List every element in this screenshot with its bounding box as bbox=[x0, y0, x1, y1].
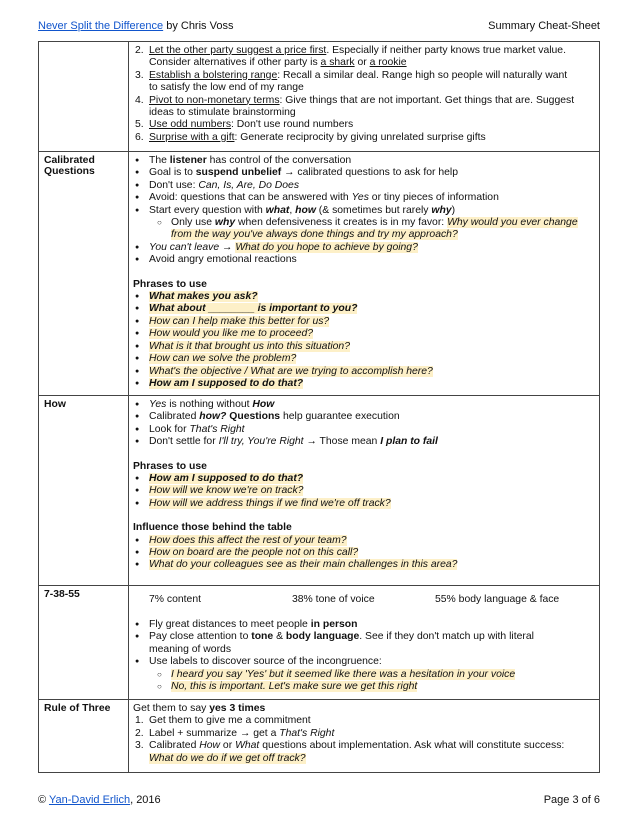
row-content bbox=[129, 700, 600, 773]
tone-percentage: 38% tone of voice bbox=[292, 594, 375, 605]
copyright-symbol: © bbox=[38, 794, 49, 806]
row-content bbox=[129, 42, 600, 152]
section-subtitle: Phrases to use bbox=[133, 278, 207, 290]
bullet-item: ● Fly great distances to meet people in person bbox=[133, 619, 595, 631]
book-title-link[interactable]: Never Split the Difference bbox=[38, 20, 164, 32]
list-item: 3. Establish a bolstering range: Recall a similar deal. Range high so people will naturally want bbox=[135, 69, 568, 81]
book-author: by Chris Voss bbox=[163, 20, 234, 32]
table-row bbox=[39, 42, 600, 152]
phrase-item: ● How will we address things if we find we're off track? bbox=[133, 498, 595, 510]
phrase-item: ● How will we know we're on track? bbox=[133, 485, 595, 497]
content-percentage: 7% content bbox=[149, 594, 201, 605]
section-subtitle: Phrases to use bbox=[133, 460, 207, 472]
list-item-cont: Consider alternatives if other party is a shark or a rookie bbox=[149, 57, 407, 69]
list-item: 4. Pivot to non-monetary terms: Give things that are not important. Get things that are. Suggest bbox=[135, 94, 575, 106]
list-item: 2. Let the other party suggest a price first. Especially if neither party knows true market value. bbox=[135, 45, 566, 56]
row-label-empty bbox=[39, 42, 129, 152]
row-label-rule-of-three: Rule of Three bbox=[39, 700, 129, 773]
phrase-item: ● How would you like me to proceed? bbox=[133, 328, 595, 340]
bullet-item: ● Don't use: Can, Is, Are, Do Does bbox=[133, 180, 595, 192]
phrase-item: ● How am I supposed to do that? bbox=[133, 378, 595, 390]
row-label-how: How bbox=[39, 396, 129, 586]
phrase-item: ● How am I supposed to do that? bbox=[133, 473, 595, 485]
phrase-item: ● How can we solve the problem? bbox=[133, 353, 595, 365]
bullet-item: ● Avoid angry emotional reactions bbox=[133, 254, 595, 266]
list-item: 6. Surprise with a gift: Generate reciprocity by giving unrelated surprise gifts bbox=[135, 131, 486, 143]
bullet-item: ● Look for That's Right bbox=[133, 424, 595, 436]
page-footer bbox=[38, 794, 600, 808]
bullet-item: ● The listener has control of the conversation bbox=[133, 155, 595, 167]
bullet-item: ● Goal is to suspend unbelief → calibrated questions to ask for help bbox=[133, 167, 595, 179]
footer-year: , 2016 bbox=[130, 794, 161, 806]
section-subtitle: Influence those behind the table bbox=[133, 522, 292, 534]
phrase-item: ● How can I help make this better for us? bbox=[133, 316, 595, 328]
row-content bbox=[129, 152, 600, 396]
phrase-item: ● How on board are the people not on this call? bbox=[133, 547, 595, 559]
phrase-item: ● What's the objective / What are we trying to accomplish here? bbox=[133, 366, 595, 378]
list-item: 5. Use odd numbers: Don't use round numbers bbox=[135, 119, 354, 131]
table-row bbox=[39, 586, 600, 700]
list-item-cont: ideas to stimulate brainstorming bbox=[149, 107, 296, 119]
percentage-breakdown bbox=[133, 593, 595, 607]
phrase-item: ● What do your colleagues see as their main challenges in this area? bbox=[133, 559, 595, 571]
bullet-item: ● You can't leave → What do you hope to achieve by going? bbox=[133, 242, 595, 254]
list-item-cont: What do we do if we get off track? bbox=[149, 752, 306, 764]
table-row bbox=[39, 396, 600, 586]
table-row bbox=[39, 152, 600, 396]
bullet-item: ● Don't settle for I'll try, You're Right → Those mean I plan to fail bbox=[133, 436, 595, 448]
bullet-item: ● Yes is nothing without How bbox=[133, 399, 595, 411]
phrase-item: ● What is it that brought us into this situation? bbox=[133, 341, 595, 353]
row-content bbox=[129, 586, 600, 700]
page-number: Page 3 of 6 bbox=[543, 794, 600, 806]
header-right-label: Summary Cheat-Sheet bbox=[488, 20, 600, 32]
page-header bbox=[38, 20, 600, 34]
body-language-percentage: 55% body language & face bbox=[435, 594, 560, 605]
bullet-item: ● Start every question with what, how (& sometimes but rarely why) bbox=[133, 205, 595, 217]
phrase-item: ● What about ________ is important to you? bbox=[133, 303, 595, 315]
bullet-item: ● Calibrated how? Questions help guarantee execution bbox=[133, 411, 595, 423]
sub-bullet-item: ○ No, this is important. Let's make sure we get this right bbox=[133, 681, 595, 693]
sub-bullet-item: ○ Only use why when defensiveness it creates is in my favor: Why would you ever change bbox=[133, 217, 595, 229]
list-item-cont: to satisfy the low end of my range bbox=[149, 82, 304, 94]
sub-bullet-cont: from the way you've always done things and try my approach? bbox=[171, 229, 458, 241]
row-label-calibrated-questions: Calibrated Questions bbox=[39, 152, 129, 396]
row-label-7-38-55: 7-38-55 bbox=[39, 586, 129, 700]
bullet-item: ● Use labels to discover source of the incongruence: bbox=[133, 656, 595, 668]
list-item: 1. Get them to give me a commitment bbox=[135, 715, 311, 727]
list-item: 3. Calibrated How or What questions about implementation. Ask what will constitute success: bbox=[135, 740, 565, 752]
phrase-item: ● What makes you ask? bbox=[133, 291, 595, 303]
summary-table bbox=[38, 41, 600, 773]
bullet-item: ● Avoid: questions that can be answered with Yes or tiny pieces of information bbox=[133, 192, 595, 204]
list-item: 2. Label + summarize → get a That's Right bbox=[135, 727, 335, 739]
author-link[interactable]: Yan-David Erlich bbox=[48, 794, 131, 806]
phrase-item: ● How does this affect the rest of your team? bbox=[133, 535, 595, 547]
row-content bbox=[129, 396, 600, 586]
bullet-item: ● Pay close attention to tone & body language. See if they don't match up with literal bbox=[133, 631, 595, 643]
sub-bullet-item: ○ I heard you say 'Yes' but it seemed like there was a hesitation in your voice bbox=[133, 669, 595, 681]
intro-line: Get them to say yes 3 times bbox=[133, 703, 266, 714]
table-row bbox=[39, 700, 600, 773]
bullet-cont: meaning of words bbox=[149, 643, 232, 655]
